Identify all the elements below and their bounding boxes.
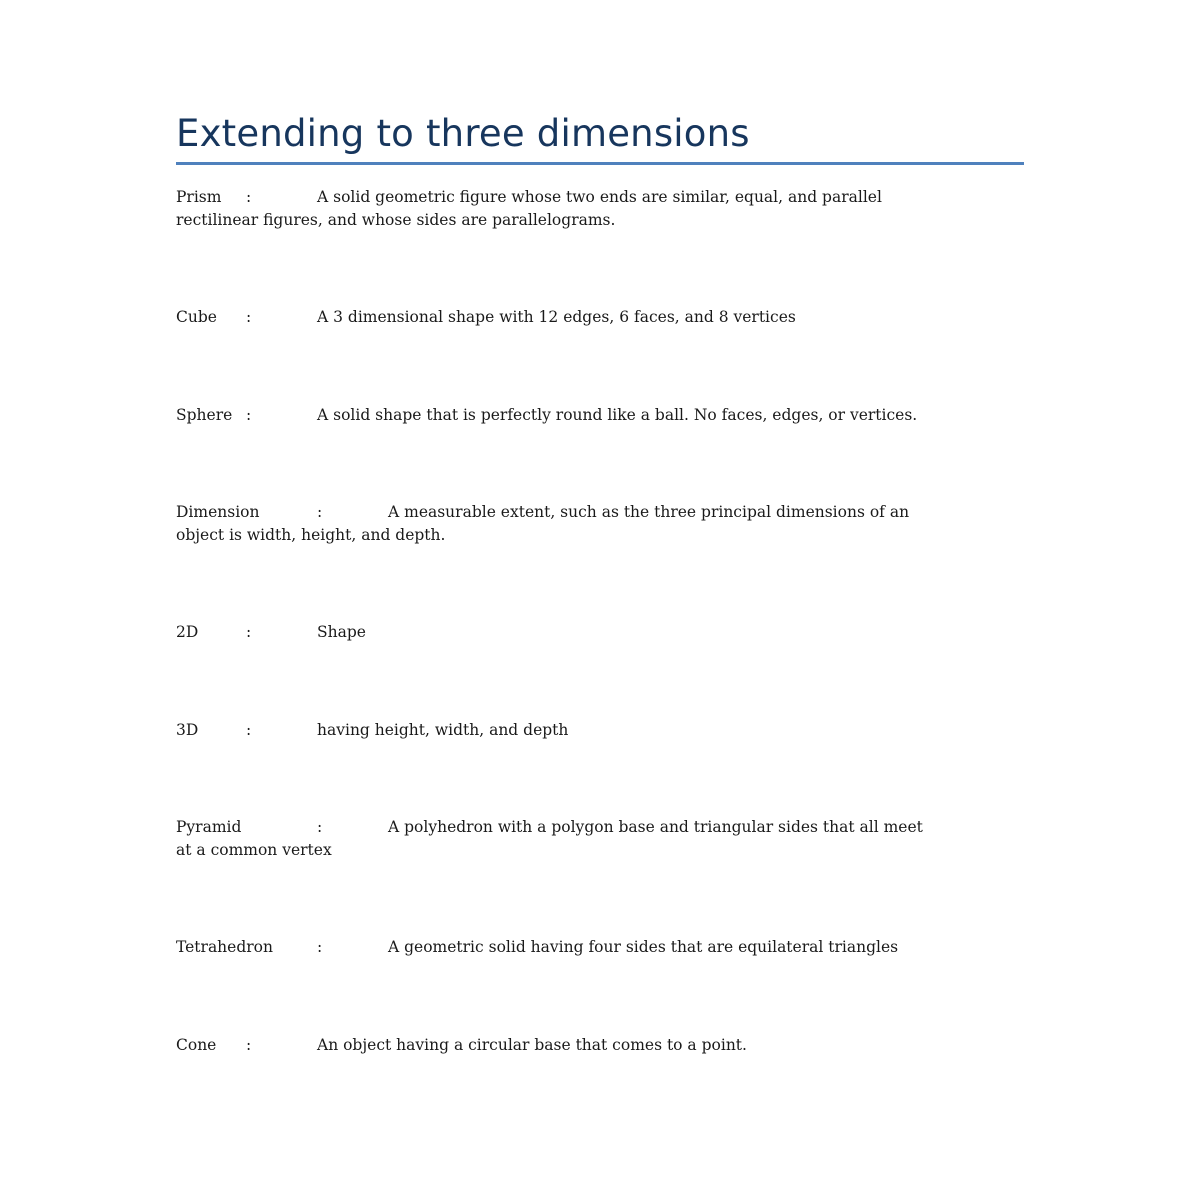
entry-definition: Shape	[317, 623, 366, 641]
entry-definition-continued: rectilinear figures, and whose sides are parallelograms.	[176, 211, 616, 229]
entry-definition: An object having a circular base that comes to a point.	[317, 1036, 747, 1054]
title-underline	[176, 162, 1024, 165]
entry-definition: having height, width, and depth	[317, 721, 569, 739]
entry-term: Pyramid	[176, 818, 242, 836]
entry-colon: :	[317, 818, 323, 836]
entry-definition-continued: at a common vertex	[176, 841, 332, 859]
entry-definition: A 3 dimensional shape with 12 edges, 6 faces, and 8 vertices	[317, 308, 796, 326]
entry-definition: A geometric solid having four sides that are equilateral triangles	[388, 938, 899, 956]
entry-definition: A polyhedron with a polygon base and triangular sides that all meet	[388, 818, 923, 836]
entry-colon: :	[246, 1036, 252, 1054]
entry-definition: A solid geometric figure whose two ends are similar, equal, and parallel	[317, 188, 882, 206]
entry-term: Prism	[176, 188, 222, 206]
entry-definition: A solid shape that is perfectly round like a ball. No faces, edges, or vertices.	[317, 406, 918, 424]
document-title: Extending to three dimensions	[176, 112, 750, 155]
entry-colon: :	[246, 308, 252, 326]
entry-term: Tetrahedron	[176, 938, 273, 956]
entry-term: Cone	[176, 1036, 217, 1054]
entry-colon: :	[246, 623, 252, 641]
entry-colon: :	[317, 503, 323, 521]
entry-term: Dimension	[176, 503, 260, 521]
entry-definition: A measurable extent, such as the three principal dimensions of an	[388, 503, 910, 521]
entry-definition-continued: object is width, height, and depth.	[176, 526, 446, 544]
entry-term: 2D	[176, 623, 199, 641]
entry-colon: :	[317, 938, 323, 956]
entry-colon: :	[246, 188, 252, 206]
entry-colon: :	[246, 721, 252, 739]
entry-colon: :	[246, 406, 252, 424]
entry-term: Cube	[176, 308, 217, 326]
entry-term: Sphere	[176, 406, 233, 424]
entry-term: 3D	[176, 721, 199, 739]
